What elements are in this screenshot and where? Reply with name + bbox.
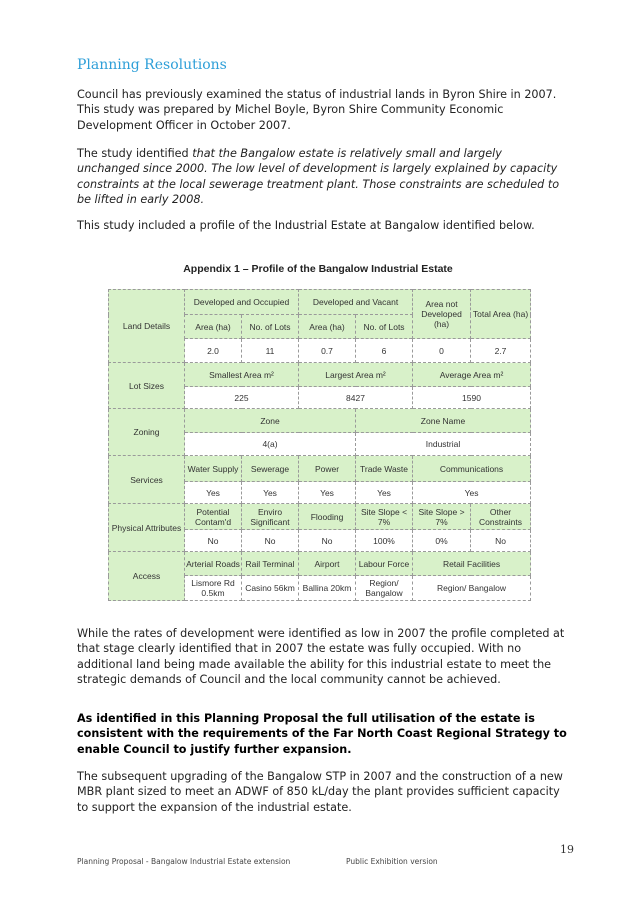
table-row <box>109 456 531 482</box>
table-row <box>109 409 531 433</box>
header-cell: Rail Terminal <box>242 552 299 576</box>
value-cell: No <box>185 530 242 552</box>
findings-quote-text: that the Bangalow estate is relatively small and largely unchanged since 2000. The low level of development is largely explained by capacity constraints at the local sewerage treatment plant. Those constraints are scheduled to be lifted in early 2008. <box>77 147 560 207</box>
value-cell: Yes <box>356 482 413 504</box>
header-cell: Airport <box>299 552 356 576</box>
header-cell: Largest Area m² <box>299 363 413 387</box>
value-cell: No <box>242 530 299 552</box>
value-cell: 11 <box>242 339 299 363</box>
header-cell: Area not Developed (ha) <box>413 290 471 339</box>
header-cell: No. of Lots <box>242 315 299 339</box>
header-cell: Sewerage <box>242 456 299 482</box>
header-cell: Potential Contam'd <box>185 504 242 530</box>
lot-sizes-label: Lot Sizes <box>109 363 185 409</box>
value-cell: 0.7 <box>299 339 356 363</box>
value-cell: Yes <box>413 482 531 504</box>
access-label: Access <box>109 552 185 601</box>
header-cell: Arterial Roads <box>185 552 242 576</box>
value-cell: 0 <box>413 339 471 363</box>
value-cell: Region/ Bangalow <box>413 576 531 601</box>
header-cell: Other Constraints <box>471 504 531 530</box>
header-cell: Site Slope < 7% <box>356 504 413 530</box>
value-cell: 2.0 <box>185 339 242 363</box>
value-cell: Lismore Rd 0.5km <box>185 576 242 601</box>
header-cell: Area (ha) <box>185 315 242 339</box>
value-cell: Yes <box>299 482 356 504</box>
header-cell: Area (ha) <box>299 315 356 339</box>
page-number: 19 <box>560 843 574 856</box>
value-cell: No <box>299 530 356 552</box>
header-cell: Developed and Occupied <box>185 290 299 315</box>
land-details-label: Land Details <box>109 290 185 363</box>
header-cell: Retail Facilities <box>413 552 531 576</box>
paragraph-profile-intro: This study included a profile of the Industrial Estate at Bangalow identified below. <box>77 219 535 232</box>
table-row <box>109 363 531 387</box>
section-heading: Planning Resolutions <box>77 57 227 73</box>
header-cell: Power <box>299 456 356 482</box>
footer-document-title: Planning Proposal - Bangalow Industrial Estate extension <box>77 857 291 866</box>
zoning-label: Zoning <box>109 409 185 456</box>
header-cell: Labour Force <box>356 552 413 576</box>
physical-attributes-label: Physical Attributes <box>109 504 185 552</box>
header-cell: Total Area (ha) <box>471 290 531 339</box>
header-cell: Zone <box>185 409 356 433</box>
value-cell: Industrial <box>356 433 531 456</box>
header-cell: Enviro Significant <box>242 504 299 530</box>
paragraph-occupancy: While the rates of development were identified as low in 2007 the profile completed at that stage clearly identified that in 2007 the estate was fully occupied. With no additional land being made available the ability for this industrial estate to meet the strategic demands of Council and the local community cannot be achieved. <box>77 627 565 687</box>
table-row <box>109 552 531 576</box>
paragraph-stp-upgrade: The subsequent upgrading of the Bangalow STP in 2007 and the construction of a new MBR plant sized to meet an ADWF of 850 kL/day the plant provides sufficient capacity to support the expansion of the industrial estate. <box>77 770 563 814</box>
value-cell: Yes <box>242 482 299 504</box>
findings-lead-text: The study identified <box>77 147 193 160</box>
footer-version: Public Exhibition version <box>346 857 438 866</box>
value-cell: Ballina 20km <box>299 576 356 601</box>
value-cell: 0% <box>413 530 471 552</box>
paragraph-study-intro: Council has previously examined the status of industrial lands in Byron Shire in 2007. This study was prepared by Michel Boyle, Byron Shire Community Economic Development Officer in October 2007. <box>77 88 557 132</box>
value-cell: 2.7 <box>471 339 531 363</box>
value-cell: No <box>471 530 531 552</box>
value-cell: Yes <box>185 482 242 504</box>
value-cell: Region/ Bangalow <box>356 576 413 601</box>
header-cell: Developed and Vacant <box>299 290 413 315</box>
paragraph-key-statement: As identified in this Planning Proposal the full utilisation of the estate is consistent with the requirements of the Far North Coast Regional Strategy to enable Council to justify further expansion. <box>77 712 567 756</box>
table-row <box>109 504 531 530</box>
table-row <box>109 290 531 315</box>
paragraph-study-findings <box>77 146 567 208</box>
value-cell: 8427 <box>299 387 413 409</box>
value-cell: 6 <box>356 339 413 363</box>
header-cell: Smallest Area m² <box>185 363 299 387</box>
header-cell: Zone Name <box>356 409 531 433</box>
header-cell: Water Supply <box>185 456 242 482</box>
header-cell: Flooding <box>299 504 356 530</box>
appendix-title: Appendix 1 – Profile of the Bangalow Industrial Estate <box>183 263 453 275</box>
header-cell: Average Area m² <box>413 363 531 387</box>
estate-profile-table <box>108 289 531 601</box>
value-cell: 100% <box>356 530 413 552</box>
value-cell: 225 <box>185 387 299 409</box>
header-cell: Site Slope > 7% <box>413 504 471 530</box>
header-cell: No. of Lots <box>356 315 413 339</box>
value-cell: 4(a) <box>185 433 356 456</box>
header-cell: Communications <box>413 456 531 482</box>
value-cell: 1590 <box>413 387 531 409</box>
header-cell: Trade Waste <box>356 456 413 482</box>
value-cell: Casino 56km <box>242 576 299 601</box>
services-label: Services <box>109 456 185 504</box>
